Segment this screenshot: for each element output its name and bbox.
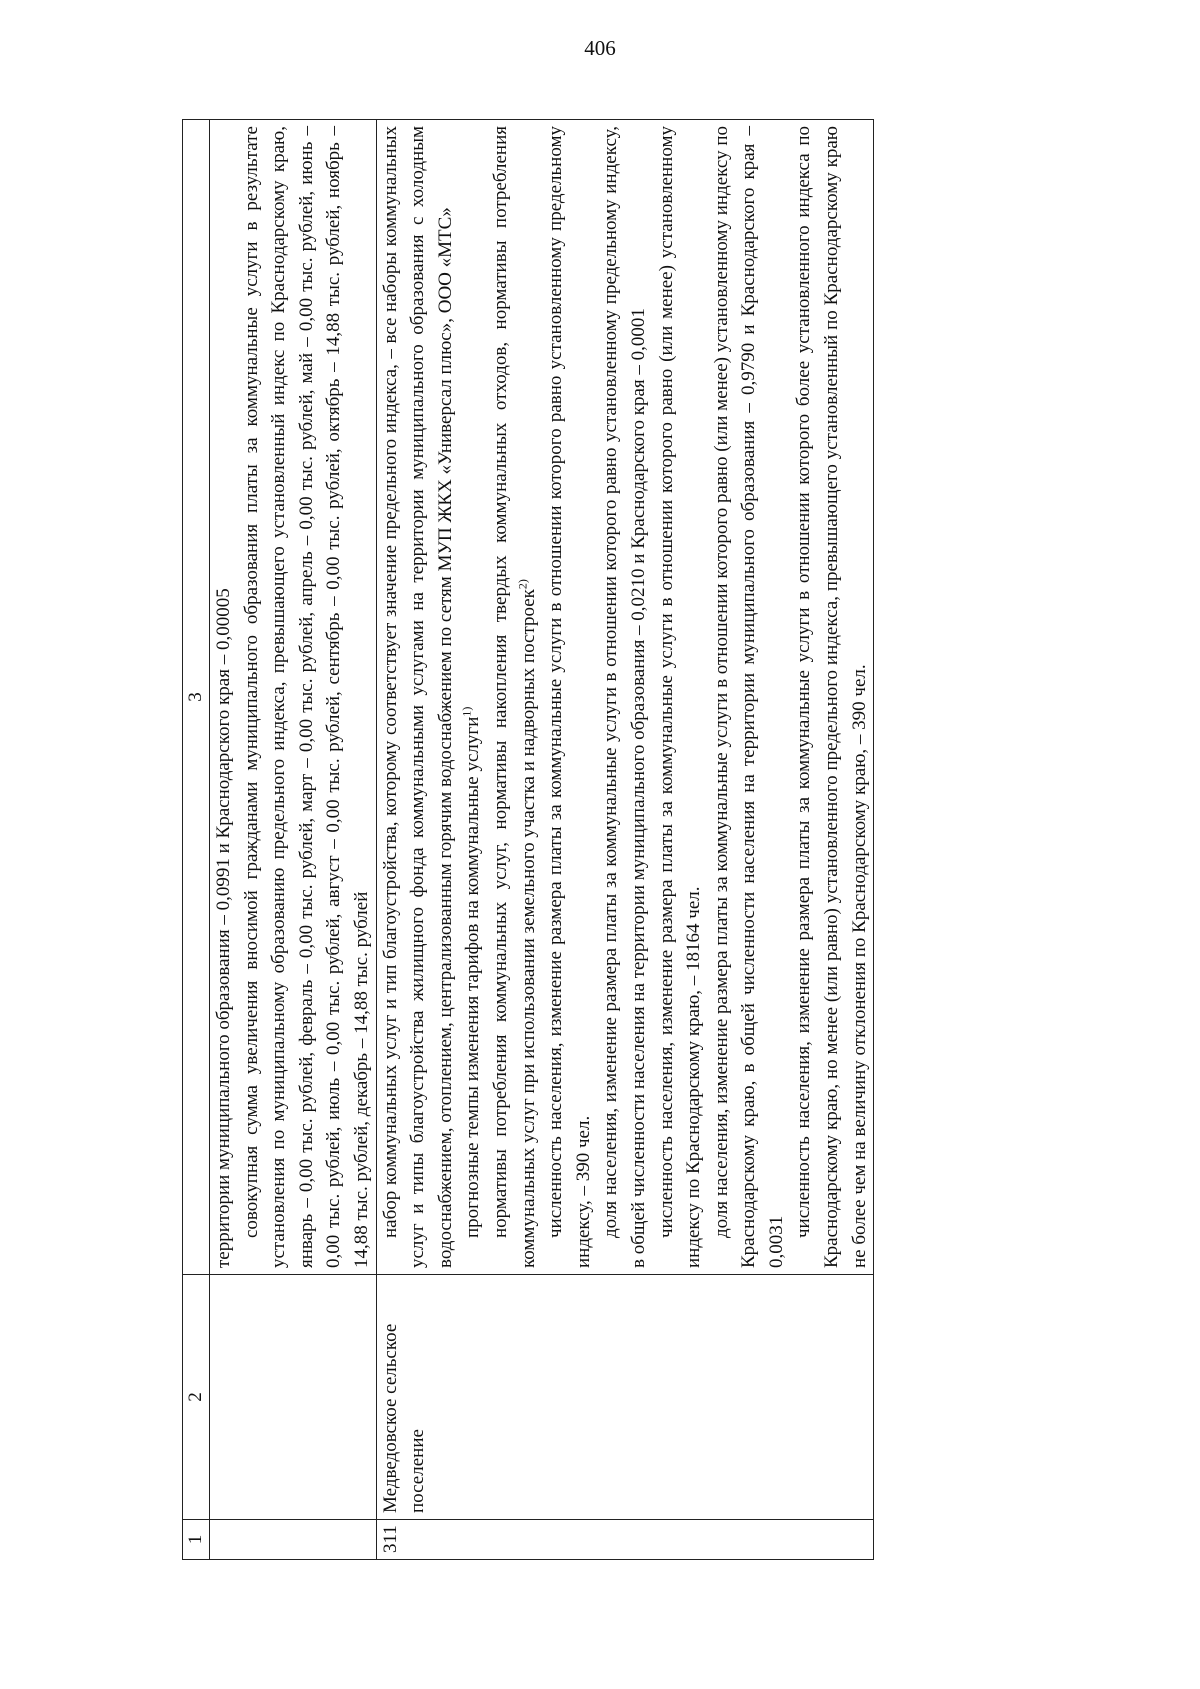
indicator-paragraph: территории муниципального образования – 0,0991 и Краснодарского края – 0,00005: [213, 588, 234, 1268]
indicator-paragraph: совокупная сумма увеличения вносимой гражданами муниципального образования платы за коммунальные услуги в результате установления по муниципальному образованию предельного индекса, превышающего установленный индекс по Краснодарскому краю, январь – 0,00 тыс. рублей, февраль – 0,00 тыс. рублей, март – 0,00 тыс. рублей, апрель – 0,00 тыс. рублей, май – 0,00 тыс. рублей, июнь – 0,00 тыс. рублей, июль – 0,00 тыс. рублей, август – 0,00 тыс. рублей, сентябрь – 0,00 тыс. рублей, октябрь – 14,88 тыс. рублей, ноябрь – 14,88 тыс. рублей, декабрь – 14,88 тыс. рублей: [240, 126, 372, 1268]
indicator-text: нормативы потребления коммунальных услуг, нормативы накопления твердых коммунальных отходов, нормативы потребления коммунальных услуг при использовании земельного участка и надворных построек: [489, 126, 539, 1268]
indicator-paragraph: [459, 126, 487, 1268]
indicator-paragraph: набор коммунальных услуг и тип благоустройства, которому соответствует значение предельного индекса, – все наборы коммунальных услуг и типы благоустройства жилищного фонда коммунальными услугами на территории муниципального образования с холодным водоснабжением, отоплением, централизованным горячим водоснабжением по сетям МУП ЖКХ «Универсал плюс», ООО «МТС»: [379, 126, 456, 1268]
indicator-paragraph: численность населения, изменение размера платы за коммунальные услуги в отношении которого равно установленному предельному индексу, – 390 чел.: [545, 126, 594, 1268]
footnote-marker: 1): [460, 706, 475, 717]
column-header-1: 1: [183, 1520, 210, 1560]
indicator-paragraph: численность населения, изменение размера платы за коммунальные услуги в отношении которого более установленного индекса по Краснодарскому краю, но менее (или равно) установленного предельного индекса, превышающего установленный по Краснодарскому краю не более чем на величину отклонения по Краснодарскому краю, – 390 чел.: [793, 126, 870, 1268]
indicator-paragraph: численность населения, изменение размера платы за коммунальные услуги в отношении которого равно (или менее) установленному индексу по Краснодарскому краю, – 18164 чел.: [655, 126, 705, 1268]
indicator-paragraph: доля населения, изменение размера платы за коммунальные услуги в отношении которого равно (или менее) установленному индексу по Краснодарскому краю, в общей численности населения на территории муниципального образования – 0,9790 и Краснодарского края – 0,0031: [710, 125, 787, 1268]
rotated-page-content: [182, 120, 1067, 1560]
page-number: 406: [584, 36, 616, 60]
table-row-continued: [210, 120, 377, 1560]
row-number-cell: [210, 1520, 377, 1560]
footnote-marker: 2): [515, 579, 530, 590]
row-number-cell: 311: [376, 1520, 874, 1560]
indicator-paragraph: доля населения, изменение размера платы за коммунальные услуги в отношении которого равно установленному предельному индексу, в общей численности населения на территории муниципального образования – 0,0210 и Краснодарского края – 0,0001: [600, 126, 649, 1268]
table-header-row: [183, 120, 210, 1560]
indices-table: [182, 119, 874, 1560]
column-header-2: 2: [183, 1275, 210, 1520]
municipality-name-cell: Медведовское сельское поселение: [376, 1275, 874, 1520]
indicator-text: прогнозные темпы изменения тарифов на коммунальные услуги: [462, 716, 484, 1238]
indicator-paragraph: [487, 126, 542, 1268]
indicators-cell: [376, 120, 874, 1275]
indicators-cell: [210, 120, 377, 1275]
municipality-name-cell: [210, 1275, 377, 1520]
column-header-3: 3: [183, 120, 210, 1275]
table-row-311: [376, 120, 874, 1560]
